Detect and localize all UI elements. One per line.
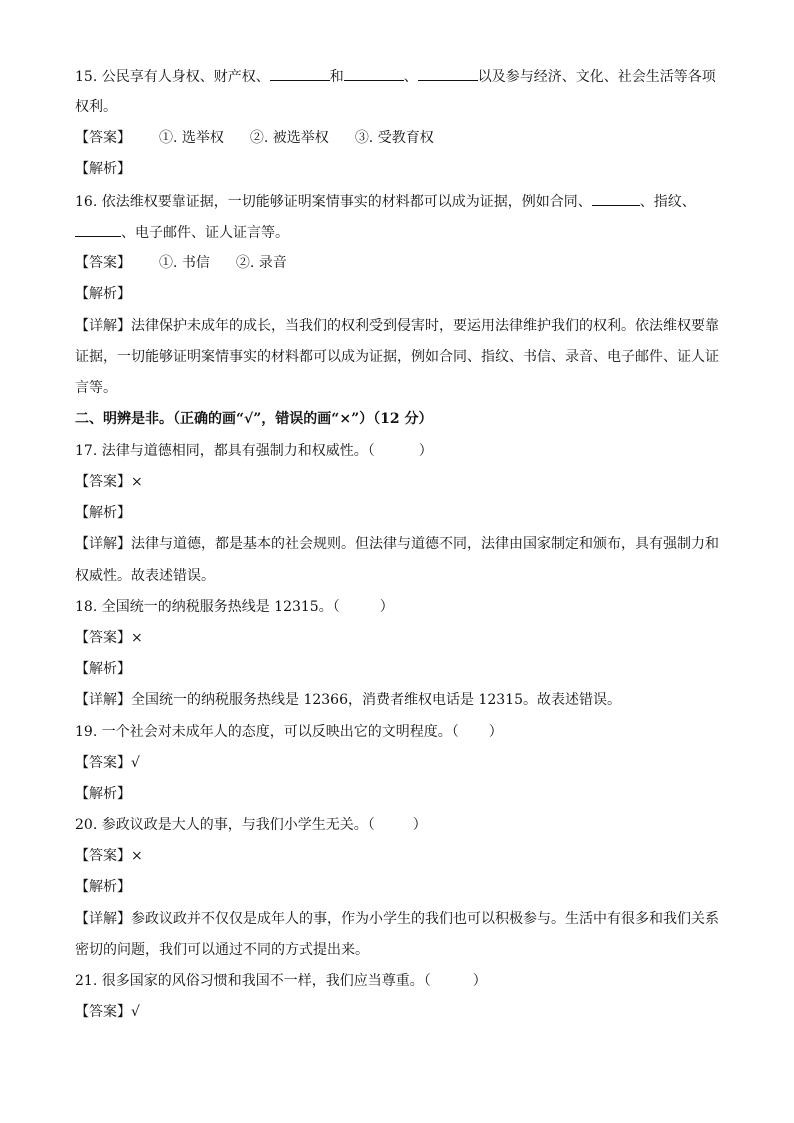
question-20-answer: [75, 846, 143, 866]
answer-blank: [270, 66, 330, 81]
question-16-answer: [75, 253, 287, 273]
question-15-text-b: 和: [329, 69, 344, 85]
answer-value: √: [131, 1004, 140, 1020]
question-16-text-a: 16. 依法维权要靠证据，一切能够证明案情事实的材料都可以成为证据，例如合同、: [75, 194, 592, 210]
detail-tag: 【详解】: [75, 692, 131, 708]
question-17-analysis-tag: 【解析】: [75, 505, 131, 521]
question-text: 19. 一个社会对未成年人的态度，可以反映出它的文明程度。（: [75, 724, 459, 740]
answer-value: √: [131, 755, 140, 771]
answer-blank: [592, 191, 640, 206]
question-16-line2: [75, 222, 289, 243]
answer-tag: 【答案】: [75, 1004, 131, 1020]
close-paren: ）: [379, 599, 394, 615]
answer-option: ①. 书信: [159, 255, 210, 271]
answer-tag: 【答案】: [75, 755, 131, 771]
question-17-answer: [75, 472, 143, 492]
question-19-analysis-tag: 【解析】: [75, 786, 131, 802]
answer-tag: 【答案】: [75, 130, 131, 146]
close-paren: ）: [488, 724, 503, 740]
answer-blank: [75, 222, 121, 237]
answer-tag: 【答案】: [75, 474, 131, 490]
detail-text: 法律与道德，都是基本的社会规则。但法律与道德不同，法律由国家制定和颁布，具有强制力和: [131, 536, 719, 552]
answer-value: ×: [131, 848, 143, 864]
answer-value: ×: [131, 630, 143, 646]
question-21-answer: [75, 1002, 140, 1022]
question-18-answer: [75, 628, 143, 648]
close-paren: ）: [472, 973, 487, 989]
question-20-detail-line2: 密切的问题，我们可以通过不同的方式提出来。: [75, 942, 369, 958]
question-16-analysis-tag: 【解析】: [75, 286, 131, 302]
question-17-text: [75, 441, 433, 461]
answer-tag: 【答案】: [75, 848, 131, 864]
answer-option: ③. 受教育权: [354, 130, 434, 146]
question-18-analysis-tag: 【解析】: [75, 661, 131, 677]
answer-tag: 【答案】: [75, 630, 131, 646]
answer-option: ②. 被选举权: [249, 130, 329, 146]
question-text: 17. 法律与道德相同，都具有强制力和权威性。（: [75, 443, 375, 459]
detail-text: 参政议政并不仅仅是成年人的事，作为小学生的我们也可以积极参与。生活中有很多和我们关系: [131, 911, 719, 927]
question-19-text: [75, 722, 503, 742]
question-16-line1: [75, 191, 696, 212]
close-paren: ）: [412, 817, 427, 833]
question-15-line1: [75, 66, 716, 87]
detail-tag: 【详解】: [75, 536, 131, 552]
question-16-detail-line2: 证据，一切能够证明案情事实的材料都可以成为证据，例如合同、指纹、书信、录音、电子邮件、证人证: [75, 349, 719, 365]
answer-option: ②. 录音: [235, 255, 287, 271]
question-text: 18. 全国统一的纳税服务热线是 12315。（: [75, 599, 340, 615]
question-16-detail-line1: [75, 316, 719, 336]
answer-option: ①. 选举权: [159, 130, 224, 146]
detail-text: 全国统一的纳税服务热线是 12366，消费者维权电话是 12315。故表述错误。: [131, 692, 621, 708]
section-heading: 二、明辨是非。（正确的画“√”，错误的画“×”）（12 分）: [75, 411, 433, 427]
question-18-detail-line1: [75, 690, 621, 710]
question-19-answer: [75, 753, 140, 773]
question-16-text-c: 、电子邮件、证人证言等。: [121, 225, 289, 241]
question-17-detail-line2: 权威性。故表述错误。: [75, 568, 215, 584]
question-15-line2: 权利。: [75, 99, 117, 115]
answer-value: ×: [131, 474, 143, 490]
answer-tag: 【答案】: [75, 255, 131, 271]
question-15-answer: [75, 128, 434, 148]
question-17-detail-line1: [75, 534, 719, 554]
question-text: 21. 很多国家的风俗习惯和我国不一样，我们应当尊重。（: [75, 973, 431, 989]
question-20-text: [75, 815, 427, 835]
question-20-analysis-tag: 【解析】: [75, 879, 131, 895]
detail-tag: 【详解】: [75, 911, 131, 927]
question-18-text: [75, 597, 394, 617]
question-15-text-d: 以及参与经济、文化、社会生活等各项: [477, 69, 716, 85]
answer-blank: [344, 66, 404, 81]
detail-text: 法律保护未成年的成长，当我们的权利受到侵害时，要运用法律维护我们的权利。依法维权要靠: [131, 318, 719, 334]
question-16-detail-line3: 言等。: [75, 380, 117, 396]
question-15-text-a: 15. 公民享有人身权、财产权、: [75, 69, 270, 85]
answer-blank: [418, 66, 478, 81]
question-15-text-c: 、: [403, 69, 418, 85]
detail-tag: 【详解】: [75, 318, 131, 334]
question-16-text-b: 、指纹、: [639, 194, 696, 210]
question-21-text: [75, 971, 487, 991]
question-20-detail-line1: [75, 909, 719, 929]
close-paren: ）: [418, 443, 433, 459]
question-15-analysis-tag: 【解析】: [75, 161, 131, 177]
question-text: 20. 参政议政是大人的事，与我们小学生无关。（: [75, 817, 375, 833]
